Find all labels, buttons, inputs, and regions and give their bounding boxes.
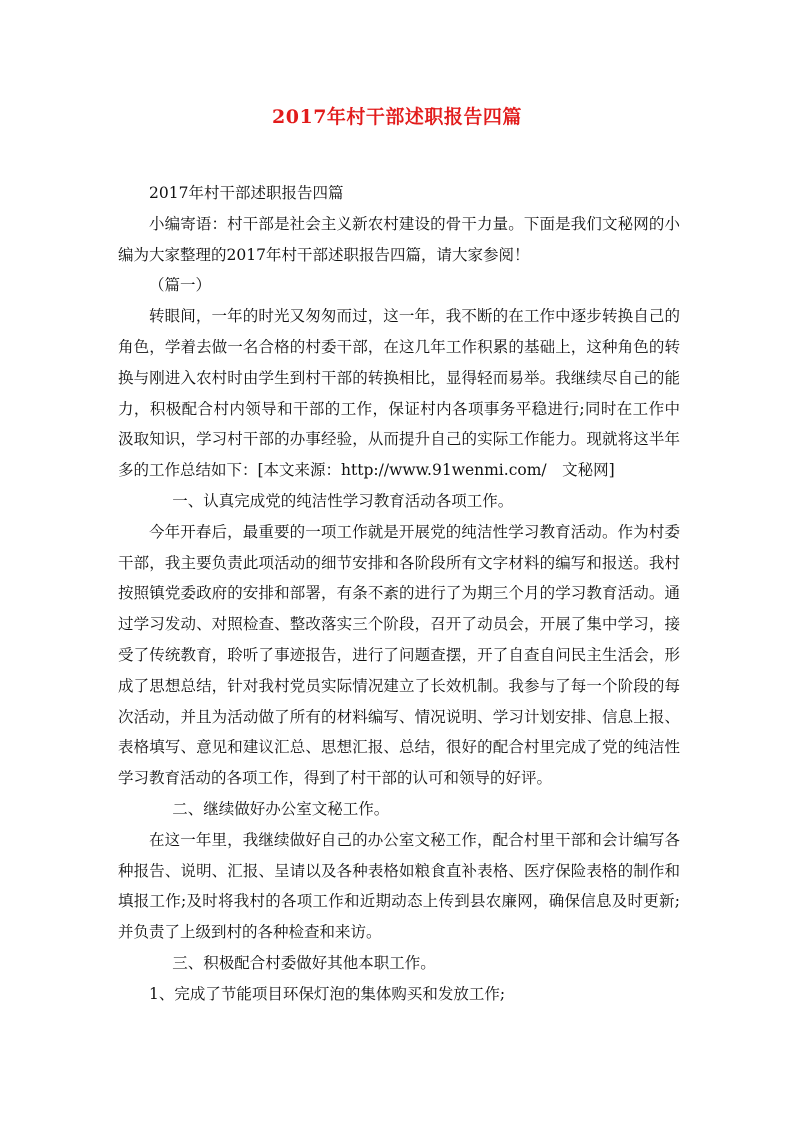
list-item-1: 1、完成了节能项目环保灯泡的集体购买和发放工作; [149,984,506,1003]
section-heading-1: 一、认真完成党的纯洁性学习教育活动各项工作。 [172,491,514,510]
document-subtitle: 2017年村干部述职报告四篇 [149,184,344,202]
paragraph-1: 转眼间，一年的时光又匆匆而过，这一年，我不断的在工作中逐步转换自己的角色，学着去做一名合格的村委干部，在这几年工作积累的基础上，这种角色的转换与刚进入农村时由学生到村干部的转换相比，显得轻而易举。我继续尽自己的能力，积极配合村内领导和干部的工作，保证村内各项事务平稳进行;同时在工作中汲取知识，学习村干部的办事经验，从而提升自己的实际工作能力。现就将这半年多的工作总结如下：[本文来源：http://www.91wenmi.com/ 文秘网] [118,307,680,480]
intro-paragraph: 小编寄语：村干部是社会主义新农村建设的骨干力量。下面是我们文秘网的小编为大家整理的2017年村干部述职报告四篇，请大家参阅！ [118,214,680,264]
document-title: 2017年村干部述职报告四篇 [272,106,522,128]
part-one-label: （篇一） [149,276,212,295]
section-heading-2: 二、继续做好办公室文秘工作。 [172,799,390,818]
paragraph-3: 在这一年里，我继续做好自己的办公室文秘工作，配合村里干部和会计编写各种报告、说明、汇报、呈请以及各种表格如粮食直补表格、医疗保险表格的制作和填报工作;及时将我村的各项工作和近期动态上传到县农廉网，确保信息及时更新;并负责了上级到村的各种检查和来访。 [118,830,680,942]
section-heading-3: 三、积极配合村委做好其他本职工作。 [172,953,436,972]
document-body [118,178,680,1010]
paragraph-2: 今年开春后，最重要的一项工作就是开展党的纯洁性学习教育活动。作为村委干部，我主要负责此项活动的细节安排和各阶段所有文字材料的编写和报送。我村按照镇党委政府的安排和部署，有条不紊的进行了为期三个月的学习教育活动。通过学习发动、对照检查、整改落实三个阶段，召开了动员会，开展了集中学习，接受了传统教育，聆听了事迹报告，进行了问题查摆，开了自查自问民主生活会，形成了思想总结，针对我村党员实际情况建立了长效机制。我参与了每一个阶段的每次活动，并且为活动做了所有的材料编写、情况说明、学习计划安排、信息上报、表格填写、意见和建议汇总、思想汇报、总结，很好的配合村里完成了党的纯洁性学习教育活动的各项工作，得到了村干部的认可和领导的好评。 [118,522,680,788]
